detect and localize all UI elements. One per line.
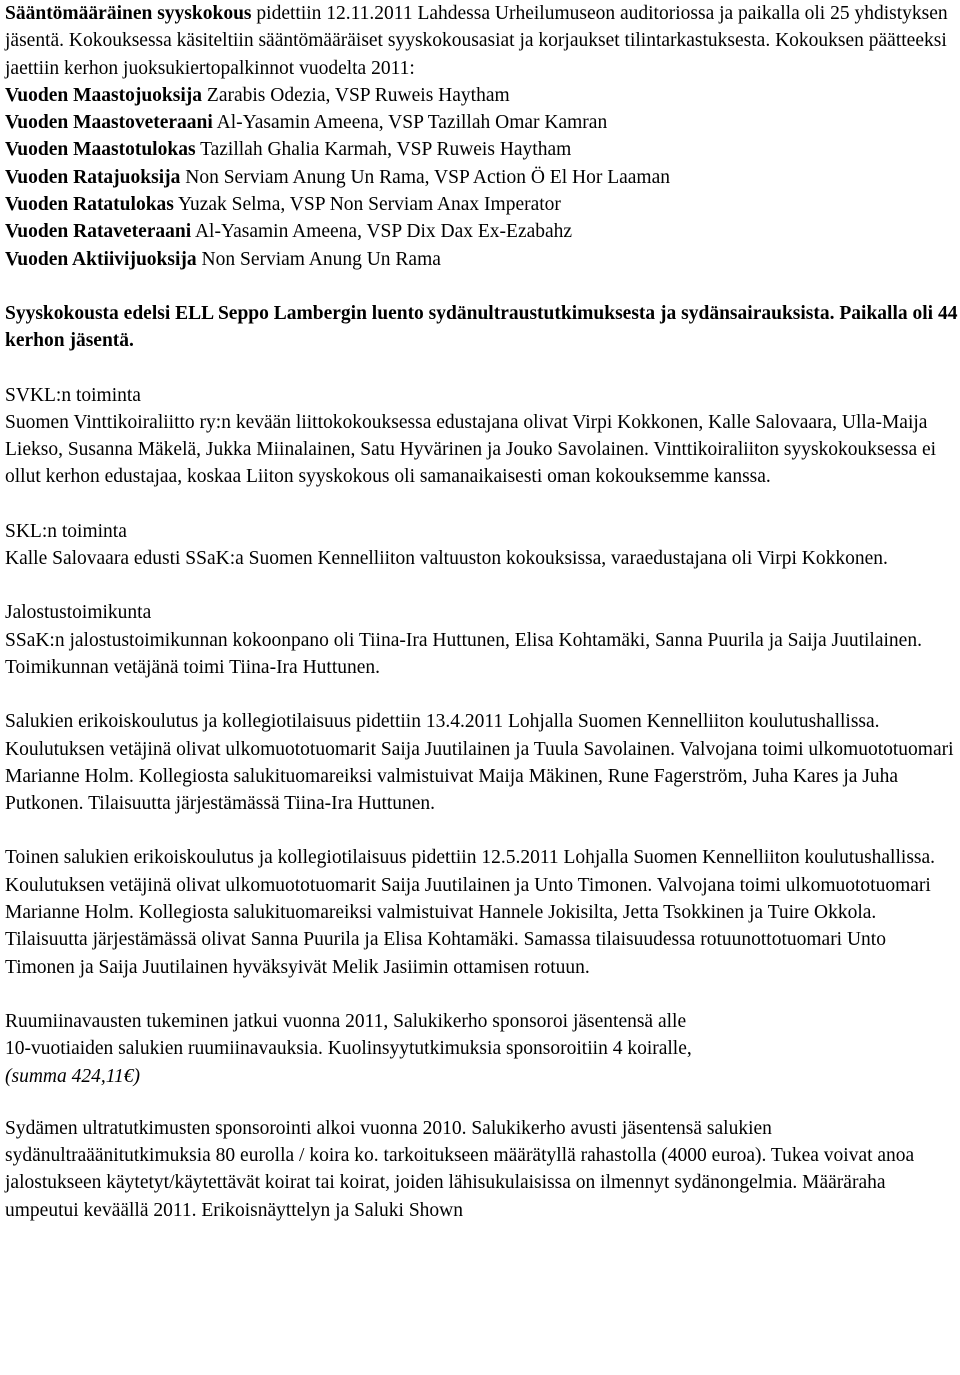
heart-screening-paragraph: Sydämen ultratutkimusten sponsorointi alkoi vuonna 2010. Salukikerho avusti jäsentensä salukien sydänultraäänitutkimuksia 80 eurolla / koira ko. tarkoitukseen määrätyllä rahastolla (4000 euroa). Tukea voivat anoa jalostukseen käytetyt/käytettävät koirat tai koirat, joiden lähisukulaisissa on ilmennyt sydänongelmia. Määräraha umpeutui keväällä 2011. Erikoisnäyttelyn ja Saluki Shown — [5, 1117, 915, 1221]
svkl-paragraph: Suomen Vinttikoiraliitto ry:n kevään liittokokouksessa edustajana olivat Virpi Kokkonen, Kalle Salovaara, Ulla-Maija Liekso, Susanna Mäkelä, Jukka Miinalainen, Satu Hyvärinen ja Jouko Savolainen. Vinttikoiraliiton syyskokouksessa ei ollut kerhon edustajaa, koskaa Liiton syyskokous oli samanaikaisesti oman kokouksemme kanssa. — [5, 411, 937, 488]
breeding-committee-paragraph: SSaK:n jalostustoimikunnan kokoonpano oli Tiina-Ira Huttunen, Elisa Kohtamäki, Sanna Puurila ja Saija Juutilainen. Toimikunnan vetäjänä toimi Tiina-Ira Huttunen. — [5, 629, 922, 678]
skl-heading: SKL:n toiminta — [5, 520, 127, 542]
autumn-meeting-heading: Sääntömääräinen syyskokous — [5, 3, 252, 24]
lecture-paragraph: Syyskokousta edelsi ELL Seppo Lambergin luento sydänultraustutkimuksesta ja sydänsairauksista. Paikalla oli 44 kerhon jäsentä. — [5, 302, 958, 352]
svkl-heading: SVKL:n toiminta — [5, 384, 141, 406]
award-row: Vuoden Aktiivijuoksija Non Serviam Anung Un Rama — [5, 248, 441, 270]
awards-list — [5, 82, 958, 273]
award-row: Vuoden Rataveteraani Al-Yasamin Ameena, VSP Dix Dax Ex-Ezabahz — [5, 221, 573, 243]
award-row: Vuoden Maastojuoksija Zarabis Odezia, VSP Ruweis Haytham — [5, 84, 510, 106]
intro-paragraph: Sääntömääräinen syyskokous pidettiin 12.11.2011 Lahdessa Urheilumuseon auditoriossa ja paikalla oli 25 yhdistyksen jäsentä. Kokouksessa käsiteltiin sääntömääräiset syyskokousasiat ja korjaukset tilintarkastuksesta. Kokouksen päätteeksi jaettiin kerhon juoksukiertopalkinnot vuodelta 2011: — [5, 3, 948, 79]
award-row: Vuoden Ratatulokas Yuzak Selma, VSP Non Serviam Anax Imperator — [5, 194, 561, 216]
award-row: Vuoden Ratajuoksija Non Serviam Anung Un Rama, VSP Action Ö El Hor Laaman — [5, 166, 670, 188]
autopsy-sum: (summa 424,11€) — [5, 1065, 141, 1087]
award-row: Vuoden Maastotulokas Tazillah Ghalia Karmah, VSP Ruweis Haytham — [5, 139, 572, 161]
skl-paragraph: Kalle Salovaara edusti SSaK:a Suomen Kennelliiton valtuuston kokouksissa, varaedustajana oli Virpi Kokkonen. — [5, 548, 888, 570]
breeding-committee-heading: Jalostustoimikunta — [5, 602, 152, 624]
award-row: Vuoden Maastoveteraani Al-Yasamin Ameena, VSP Tazillah Omar Kamran — [5, 112, 608, 134]
training-paragraph-2: Toinen salukien erikoiskoulutus ja kollegiotilaisuus pidettiin 12.5.2011 Lohjalla Suomen Kennelliiton koulutushallissa. Koulutuksen vetäjinä olivat ulkomuototuomarit Saija Juutilainen ja Unto Timonen. Valvojana toimi ulkomuototuomari Marianne Holm. Kollegiosta salukituomareiksi valmistuivat Hannele Jokisilta, Jetta Tsokkinen ja Tuire Okkola. Tilaisuutta järjestämässä olivat Sanna Puurila ja Elisa Kohtamäki. Samassa tilaisuudessa rotuunottotuomari Unto Timonen ja Saija Juutilainen hyväksyivät Melik Jasiimin ottamisen rotuun. — [5, 847, 936, 978]
training-paragraph-1: Salukien erikoiskoulutus ja kollegiotilaisuus pidettiin 13.4.2011 Lohjalla Suomen Kennelliiton koulutushallissa. Koulutuksen vetäjinä olivat ulkomuototuomarit Saija Juutilainen ja Tuula Savolainen. Valvojana toimi ulkomuototuomari Marianne Holm. Kollegiosta salukituomareiksi valmistuivat Maija Mäkinen, Rune Fagerström, Juha Kares ja Juha Putkonen. Tilaisuutta järjestämässä Tiina-Ira Huttunen. — [5, 711, 954, 815]
autopsy-paragraph: Ruumiinavausten tukeminen jatkui vuonna 2011, Salukikerho sponsoroi jäsentensä alle 10-vuotiaiden salukien ruumiinavauksia. Kuolinsyytutkimuksia sponsoroitiin 4 koiralle, (summa 424,11€) — [5, 1008, 958, 1090]
